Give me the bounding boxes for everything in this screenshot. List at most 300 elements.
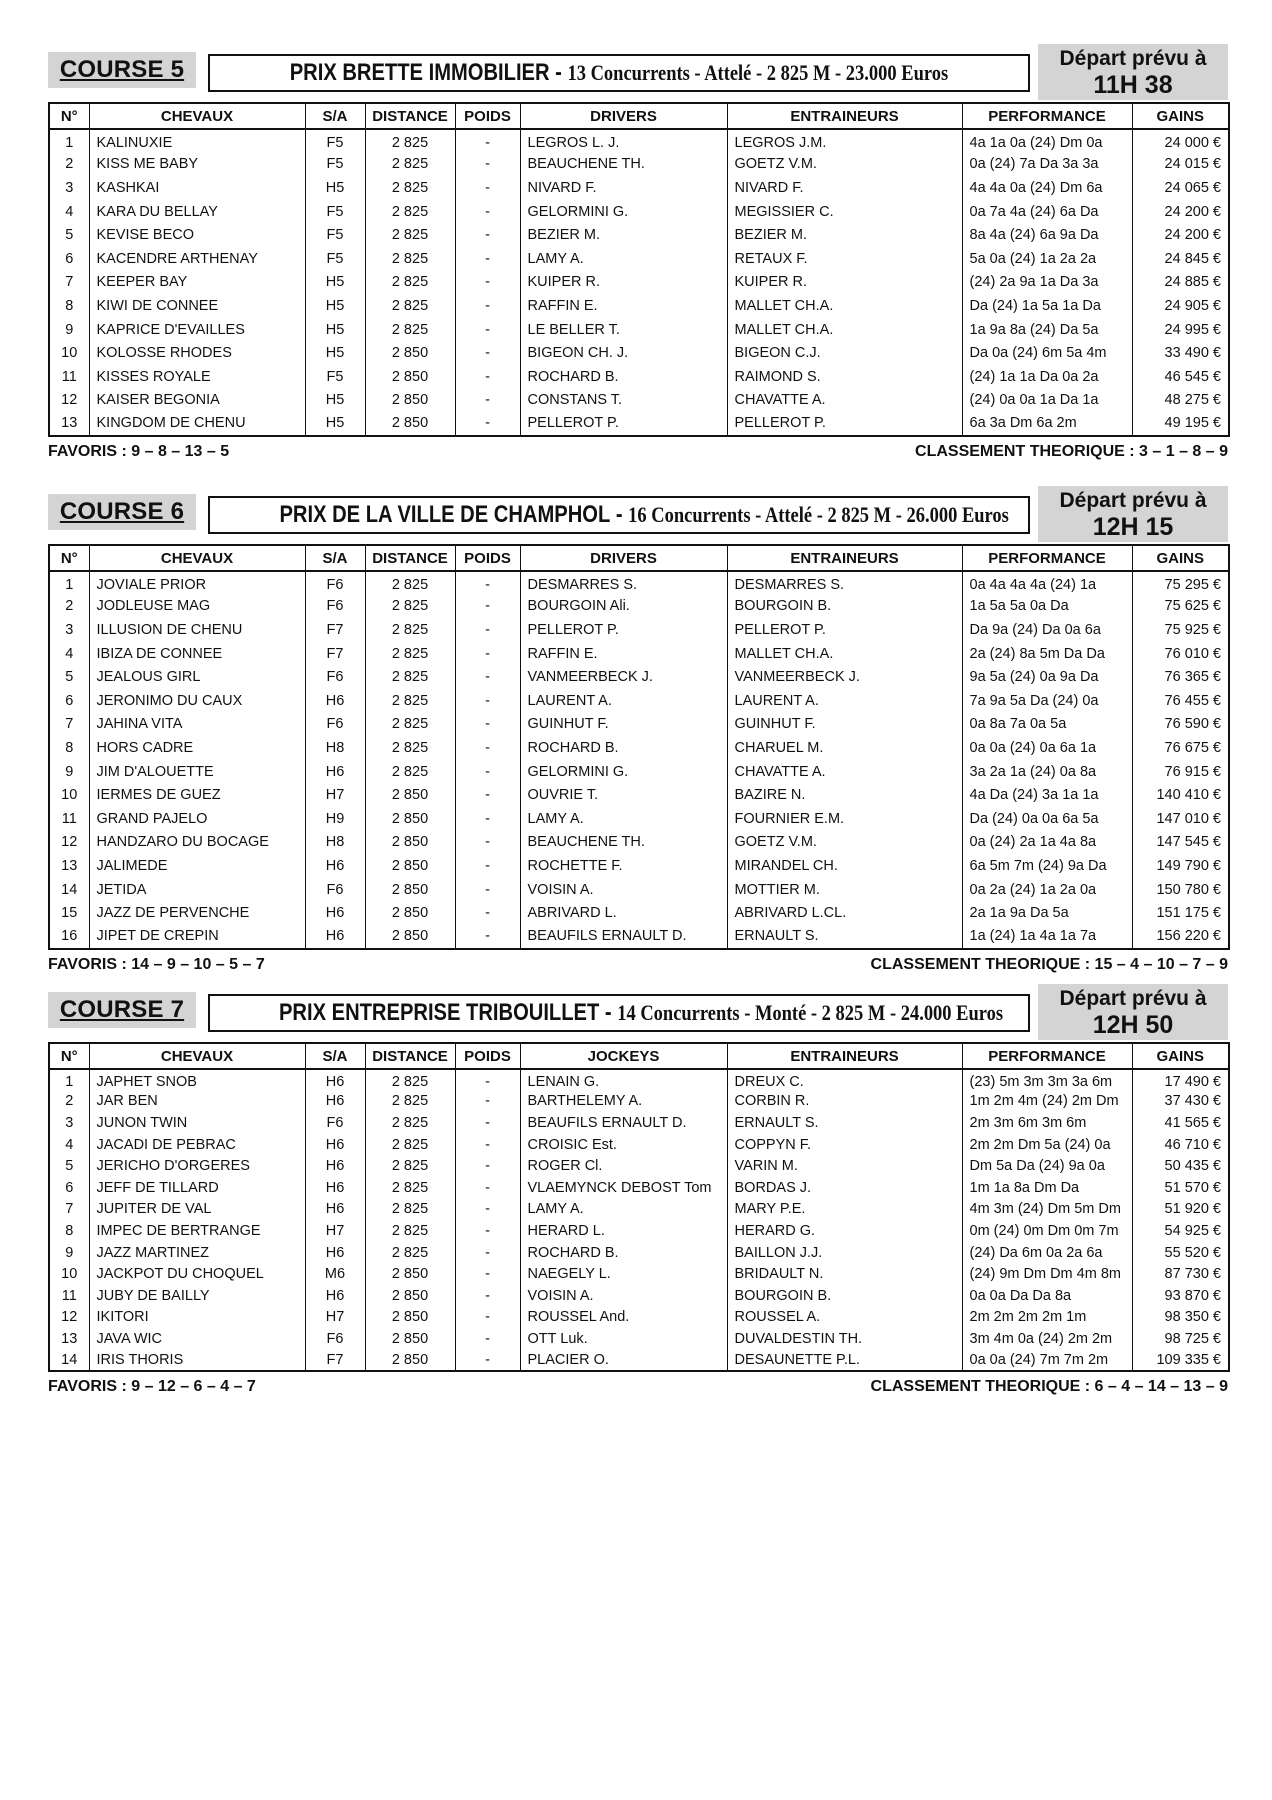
col-number-cell: 16	[49, 925, 89, 949]
depart-time: 11H 38	[1093, 71, 1173, 99]
col-weight-cell: -	[455, 129, 520, 153]
col-number-cell: 15	[49, 901, 89, 925]
col-driver-cell: BOURGOIN Ali.	[520, 595, 727, 619]
table-row	[49, 271, 1229, 295]
header-col-sex-age: S/A	[305, 1043, 365, 1069]
col-trainer-cell: LAURENT A.	[727, 689, 962, 713]
col-gains-cell: 37 430 €	[1132, 1091, 1229, 1113]
col-sex-age-cell: F5	[305, 129, 365, 153]
col-number-cell: 4	[49, 200, 89, 224]
col-weight-cell: -	[455, 223, 520, 247]
col-performance-cell: 2m 3m 6m 3m 6m	[962, 1112, 1132, 1134]
col-performance-cell: 1a 9a 8a (24) Da 5a	[962, 318, 1132, 342]
favoris-text: FAVORIS : 14 – 9 – 10 – 5 – 7	[48, 955, 265, 973]
header-col-performance: PERFORMANCE	[962, 103, 1132, 129]
col-trainer-cell: RETAUX F.	[727, 247, 962, 271]
col-driver-cell: NIVARD F.	[520, 176, 727, 200]
col-distance-cell: 2 850	[365, 1285, 455, 1307]
table-row	[49, 247, 1229, 271]
col-driver-cell: BIGEON CH. J.	[520, 341, 727, 365]
col-weight-cell: -	[455, 389, 520, 413]
col-performance-cell: 1m 2m 4m (24) 2m Dm	[962, 1091, 1132, 1113]
col-distance-cell: 2 850	[365, 389, 455, 413]
col-gains-cell: 24 065 €	[1132, 176, 1229, 200]
col-distance-cell: 2 825	[365, 271, 455, 295]
col-sex-age-cell: H6	[305, 925, 365, 949]
col-trainer-cell: LEGROS J.M.	[727, 129, 962, 153]
col-sex-age-cell: F5	[305, 365, 365, 389]
col-trainer-cell: GOETZ V.M.	[727, 153, 962, 177]
col-gains-cell: 24 885 €	[1132, 271, 1229, 295]
col-number-cell: 8	[49, 294, 89, 318]
table-row	[49, 831, 1229, 855]
col-horse-cell: KACENDRE ARTHENAY	[89, 247, 305, 271]
table-row	[49, 223, 1229, 247]
col-gains-cell: 76 675 €	[1132, 736, 1229, 760]
course-label: COURSE 6	[48, 494, 196, 530]
col-horse-cell: KIWI DE CONNEE	[89, 294, 305, 318]
col-horse-cell: JAZZ MARTINEZ	[89, 1242, 305, 1264]
prize-title-box: PRIX BRETTE IMMOBILIER - 13 Concurrents - Attelé - 2 825 M - 23.000 Euros	[208, 54, 1030, 92]
col-trainer-cell: ERNAULT S.	[727, 925, 962, 949]
col-distance-cell: 2 850	[365, 878, 455, 902]
col-number-cell: 14	[49, 878, 89, 902]
col-trainer-cell: DUVALDESTIN TH.	[727, 1328, 962, 1350]
col-gains-cell: 33 490 €	[1132, 341, 1229, 365]
col-horse-cell: HORS CADRE	[89, 736, 305, 760]
col-number-cell: 7	[49, 713, 89, 737]
col-performance-cell: 4a 1a 0a (24) Dm 0a	[962, 129, 1132, 153]
col-sex-age-cell: F6	[305, 1328, 365, 1350]
col-horse-cell: KEVISE BECO	[89, 223, 305, 247]
col-driver-cell: ROGER Cl.	[520, 1155, 727, 1177]
header-col-number: N°	[49, 103, 89, 129]
classement-theorique-text: CLASSEMENT THEORIQUE : 6 – 4 – 14 – 13 – 9	[870, 1378, 1228, 1396]
col-sex-age-cell: H6	[305, 1177, 365, 1199]
depart-label: Départ prévu à	[1059, 489, 1207, 512]
table-row	[49, 1350, 1229, 1372]
table-row	[49, 294, 1229, 318]
table-row	[49, 1112, 1229, 1134]
table-row	[49, 1091, 1229, 1113]
col-trainer-cell: ERNAULT S.	[727, 1112, 962, 1134]
col-gains-cell: 17 490 €	[1132, 1069, 1229, 1091]
col-trainer-cell: NIVARD F.	[727, 176, 962, 200]
prize-name: PRIX BRETTE IMMOBILIER	[289, 59, 550, 86]
col-driver-cell: CROISIC Est.	[520, 1134, 727, 1156]
col-number-cell: 4	[49, 1134, 89, 1156]
col-sex-age-cell: F6	[305, 878, 365, 902]
col-horse-cell: JOVIALE PRIOR	[89, 571, 305, 595]
col-sex-age-cell: H5	[305, 318, 365, 342]
col-number-cell: 5	[49, 665, 89, 689]
col-weight-cell: -	[455, 736, 520, 760]
col-gains-cell: 75 625 €	[1132, 595, 1229, 619]
col-horse-cell: IKITORI	[89, 1307, 305, 1329]
table-row	[49, 153, 1229, 177]
col-weight-cell: -	[455, 1112, 520, 1134]
col-weight-cell: -	[455, 294, 520, 318]
col-trainer-cell: GOETZ V.M.	[727, 831, 962, 855]
col-driver-cell: HERARD L.	[520, 1220, 727, 1242]
col-driver-cell: LENAIN G.	[520, 1069, 727, 1091]
col-trainer-cell: KUIPER R.	[727, 271, 962, 295]
col-performance-cell: 1a 5a 5a 0a Da	[962, 595, 1132, 619]
table-row	[49, 736, 1229, 760]
col-driver-cell: OTT Luk.	[520, 1328, 727, 1350]
col-trainer-cell: ROUSSEL A.	[727, 1307, 962, 1329]
col-sex-age-cell: F6	[305, 665, 365, 689]
col-driver-cell: GUINHUT F.	[520, 713, 727, 737]
col-performance-cell: 4a 4a 0a (24) Dm 6a	[962, 176, 1132, 200]
col-gains-cell: 24 015 €	[1132, 153, 1229, 177]
col-number-cell: 4	[49, 642, 89, 666]
col-trainer-cell: DESMARRES S.	[727, 571, 962, 595]
col-weight-cell: -	[455, 1091, 520, 1113]
table-row	[49, 1220, 1229, 1242]
col-weight-cell: -	[455, 807, 520, 831]
runners-table	[48, 102, 1230, 437]
col-weight-cell: -	[455, 571, 520, 595]
col-driver-cell: ROCHARD B.	[520, 736, 727, 760]
depart-time: 12H 15	[1092, 513, 1174, 541]
col-number-cell: 9	[49, 318, 89, 342]
col-weight-cell: -	[455, 1069, 520, 1091]
col-number-cell: 6	[49, 689, 89, 713]
header-col-driver: DRIVERS	[520, 103, 727, 129]
col-trainer-cell: PELLEROT P.	[727, 618, 962, 642]
col-performance-cell: 0a 2a (24) 1a 2a 0a	[962, 878, 1132, 902]
col-performance-cell: 0a 4a 4a 4a (24) 1a	[962, 571, 1132, 595]
col-distance-cell: 2 825	[365, 1242, 455, 1264]
col-distance-cell: 2 825	[365, 318, 455, 342]
col-trainer-cell: VANMEERBECK J.	[727, 665, 962, 689]
col-trainer-cell: DESAUNETTE P.L.	[727, 1350, 962, 1372]
col-horse-cell: IBIZA DE CONNEE	[89, 642, 305, 666]
col-gains-cell: 147 010 €	[1132, 807, 1229, 831]
depart-label: Départ prévu à	[1059, 987, 1207, 1010]
col-number-cell: 6	[49, 247, 89, 271]
col-number-cell: 10	[49, 1263, 89, 1285]
table-row	[49, 1328, 1229, 1350]
col-performance-cell: 1a (24) 1a 4a 1a 7a	[962, 925, 1132, 949]
prize-name: PRIX ENTREPRISE TRIBOUILLET	[278, 999, 600, 1026]
race-section	[48, 44, 1228, 467]
col-trainer-cell: DREUX C.	[727, 1069, 962, 1091]
col-gains-cell: 156 220 €	[1132, 925, 1229, 949]
prize-details: 13 Concurrents - Attelé - 2 825 M - 23.000 Euros	[567, 60, 949, 85]
col-distance-cell: 2 850	[365, 1307, 455, 1329]
race-section	[48, 486, 1228, 980]
col-driver-cell: BEZIER M.	[520, 223, 727, 247]
col-horse-cell: JIPET DE CREPIN	[89, 925, 305, 949]
col-driver-cell: GELORMINI G.	[520, 200, 727, 224]
favoris-text: FAVORIS : 9 – 8 – 13 – 5	[48, 442, 230, 460]
col-number-cell: 3	[49, 1112, 89, 1134]
col-performance-cell: 0a (24) 7a Da 3a 3a	[962, 153, 1132, 177]
col-driver-cell: LAMY A.	[520, 1199, 727, 1221]
col-distance-cell: 2 825	[365, 1199, 455, 1221]
col-performance-cell: 6a 3a Dm 6a 2m	[962, 412, 1132, 436]
col-horse-cell: KISSES ROYALE	[89, 365, 305, 389]
col-weight-cell: -	[455, 595, 520, 619]
prize-title-box: PRIX ENTREPRISE TRIBOUILLET - 14 Concurrents - Monté - 2 825 M - 24.000 Euros	[208, 994, 1030, 1032]
col-horse-cell: JUBY DE BAILLY	[89, 1285, 305, 1307]
col-distance-cell: 2 825	[365, 736, 455, 760]
course-label: COURSE 7	[48, 992, 196, 1028]
col-driver-cell: BEAUFILS ERNAULT D.	[520, 1112, 727, 1134]
col-number-cell: 13	[49, 412, 89, 436]
col-distance-cell: 2 825	[365, 642, 455, 666]
col-number-cell: 1	[49, 571, 89, 595]
col-performance-cell: (23) 5m 3m 3m 3a 6m	[962, 1069, 1132, 1091]
col-sex-age-cell: H6	[305, 689, 365, 713]
col-trainer-cell: CHAVATTE A.	[727, 760, 962, 784]
col-sex-age-cell: H5	[305, 294, 365, 318]
col-trainer-cell: BOURGOIN B.	[727, 1285, 962, 1307]
col-weight-cell: -	[455, 1307, 520, 1329]
col-number-cell: 7	[49, 1199, 89, 1221]
col-number-cell: 11	[49, 365, 89, 389]
header-col-sex-age: S/A	[305, 103, 365, 129]
col-trainer-cell: MALLET CH.A.	[727, 318, 962, 342]
col-weight-cell: -	[455, 1220, 520, 1242]
col-sex-age-cell: H6	[305, 1134, 365, 1156]
col-driver-cell: PELLEROT P.	[520, 412, 727, 436]
table-row	[49, 595, 1229, 619]
col-horse-cell: JAR BEN	[89, 1091, 305, 1113]
col-gains-cell: 46 545 €	[1132, 365, 1229, 389]
col-gains-cell: 98 725 €	[1132, 1328, 1229, 1350]
col-trainer-cell: BORDAS J.	[727, 1177, 962, 1199]
col-horse-cell: KINGDOM DE CHENU	[89, 412, 305, 436]
race-header	[48, 44, 1228, 102]
col-performance-cell: 1m 1a 8a Dm Da	[962, 1177, 1132, 1199]
col-sex-age-cell: H7	[305, 1220, 365, 1242]
col-driver-cell: LE BELLER T.	[520, 318, 727, 342]
runners-table	[48, 1042, 1230, 1372]
table-row	[49, 713, 1229, 737]
col-gains-cell: 24 995 €	[1132, 318, 1229, 342]
col-sex-age-cell: F5	[305, 247, 365, 271]
col-driver-cell: VOISIN A.	[520, 1285, 727, 1307]
col-weight-cell: -	[455, 318, 520, 342]
col-performance-cell: 7a 9a 5a Da (24) 0a	[962, 689, 1132, 713]
col-trainer-cell: VARIN M.	[727, 1155, 962, 1177]
col-gains-cell: 24 200 €	[1132, 200, 1229, 224]
col-trainer-cell: PELLEROT P.	[727, 412, 962, 436]
depart-box	[1038, 984, 1228, 1040]
col-weight-cell: -	[455, 1242, 520, 1264]
col-horse-cell: JALIMEDE	[89, 854, 305, 878]
col-gains-cell: 76 590 €	[1132, 713, 1229, 737]
table-row	[49, 318, 1229, 342]
col-trainer-cell: BAZIRE N.	[727, 783, 962, 807]
col-number-cell: 13	[49, 854, 89, 878]
col-driver-cell: ROCHARD B.	[520, 1242, 727, 1264]
col-gains-cell: 76 915 €	[1132, 760, 1229, 784]
col-sex-age-cell: H6	[305, 1199, 365, 1221]
table-header-row	[49, 103, 1229, 129]
col-weight-cell: -	[455, 247, 520, 271]
col-performance-cell: (24) 0a 0a 1a Da 1a	[962, 389, 1132, 413]
col-gains-cell: 76 365 €	[1132, 665, 1229, 689]
col-distance-cell: 2 825	[365, 1220, 455, 1242]
runners-table	[48, 544, 1230, 950]
col-horse-cell: JIM D'ALOUETTE	[89, 760, 305, 784]
col-performance-cell: 0m (24) 0m Dm 0m 7m	[962, 1220, 1132, 1242]
col-horse-cell: KAPRICE D'EVAILLES	[89, 318, 305, 342]
header-col-performance: PERFORMANCE	[962, 1043, 1132, 1069]
col-distance-cell: 2 825	[365, 760, 455, 784]
col-trainer-cell: COPPYN F.	[727, 1134, 962, 1156]
col-weight-cell: -	[455, 760, 520, 784]
col-distance-cell: 2 850	[365, 854, 455, 878]
col-performance-cell: 9a 5a (24) 0a 9a Da	[962, 665, 1132, 689]
col-horse-cell: GRAND PAJELO	[89, 807, 305, 831]
table-row	[49, 1177, 1229, 1199]
table-row	[49, 1199, 1229, 1221]
col-distance-cell: 2 850	[365, 1350, 455, 1372]
col-sex-age-cell: F5	[305, 223, 365, 247]
col-weight-cell: -	[455, 341, 520, 365]
col-sex-age-cell: H5	[305, 389, 365, 413]
table-row	[49, 878, 1229, 902]
col-weight-cell: -	[455, 176, 520, 200]
col-gains-cell: 54 925 €	[1132, 1220, 1229, 1242]
col-number-cell: 10	[49, 783, 89, 807]
table-body	[49, 129, 1229, 436]
header-col-trainer: ENTRAINEURS	[727, 1043, 962, 1069]
col-number-cell: 8	[49, 736, 89, 760]
table-row	[49, 129, 1229, 153]
col-performance-cell: Dm 5a Da (24) 9a 0a	[962, 1155, 1132, 1177]
col-distance-cell: 2 825	[365, 200, 455, 224]
col-weight-cell: -	[455, 1285, 520, 1307]
race-header	[48, 984, 1228, 1042]
col-sex-age-cell: H8	[305, 736, 365, 760]
col-distance-cell: 2 825	[365, 1112, 455, 1134]
col-weight-cell: -	[455, 878, 520, 902]
table-row	[49, 176, 1229, 200]
header-col-number: N°	[49, 545, 89, 571]
table-row	[49, 365, 1229, 389]
col-weight-cell: -	[455, 642, 520, 666]
col-number-cell: 5	[49, 223, 89, 247]
col-weight-cell: -	[455, 665, 520, 689]
col-performance-cell: 0a 0a (24) 7m 7m 2m	[962, 1350, 1132, 1372]
col-horse-cell: IMPEC DE BERTRANGE	[89, 1220, 305, 1242]
col-distance-cell: 2 850	[365, 1263, 455, 1285]
col-sex-age-cell: H5	[305, 341, 365, 365]
col-horse-cell: KASHKAI	[89, 176, 305, 200]
col-number-cell: 6	[49, 1177, 89, 1199]
col-weight-cell: -	[455, 901, 520, 925]
col-horse-cell: KALINUXIE	[89, 129, 305, 153]
col-driver-cell: BEAUCHENE TH.	[520, 153, 727, 177]
col-number-cell: 2	[49, 595, 89, 619]
col-performance-cell: 4m 3m (24) Dm 5m Dm	[962, 1199, 1132, 1221]
favoris-text: FAVORIS : 9 – 12 – 6 – 4 – 7	[48, 1378, 256, 1396]
table-row	[49, 1134, 1229, 1156]
col-trainer-cell: MIRANDEL CH.	[727, 854, 962, 878]
prize-details: 16 Concurrents - Attelé - 2 825 M - 26.000 Euros	[628, 502, 1009, 527]
col-performance-cell: 8a 4a (24) 6a 9a Da	[962, 223, 1132, 247]
col-driver-cell: RAFFIN E.	[520, 642, 727, 666]
col-horse-cell: JERONIMO DU CAUX	[89, 689, 305, 713]
col-weight-cell: -	[455, 1155, 520, 1177]
table-body	[49, 1069, 1229, 1371]
table-row	[49, 1285, 1229, 1307]
col-trainer-cell: MALLET CH.A.	[727, 294, 962, 318]
col-distance-cell: 2 825	[365, 294, 455, 318]
col-driver-cell: KUIPER R.	[520, 271, 727, 295]
table-row	[49, 618, 1229, 642]
col-weight-cell: -	[455, 412, 520, 436]
col-driver-cell: LEGROS L. J.	[520, 129, 727, 153]
col-distance-cell: 2 825	[365, 1155, 455, 1177]
col-horse-cell: JODLEUSE MAG	[89, 595, 305, 619]
col-trainer-cell: BRIDAULT N.	[727, 1263, 962, 1285]
col-gains-cell: 46 710 €	[1132, 1134, 1229, 1156]
col-sex-age-cell: H5	[305, 412, 365, 436]
col-horse-cell: ILLUSION DE CHENU	[89, 618, 305, 642]
table-row	[49, 1263, 1229, 1285]
race-section	[48, 984, 1228, 1402]
col-sex-age-cell: H6	[305, 760, 365, 784]
col-distance-cell: 2 825	[365, 1134, 455, 1156]
race-footer	[48, 1372, 1228, 1402]
col-horse-cell: JEALOUS GIRL	[89, 665, 305, 689]
col-distance-cell: 2 850	[365, 831, 455, 855]
col-performance-cell: 4a Da (24) 3a 1a 1a	[962, 783, 1132, 807]
col-driver-cell: CONSTANS T.	[520, 389, 727, 413]
header-col-driver: DRIVERS	[520, 545, 727, 571]
col-performance-cell: 2m 2m Dm 5a (24) 0a	[962, 1134, 1132, 1156]
col-sex-age-cell: H6	[305, 1091, 365, 1113]
header-col-distance: DISTANCE	[365, 103, 455, 129]
col-horse-cell: JERICHO D'ORGERES	[89, 1155, 305, 1177]
col-sex-age-cell: F7	[305, 1350, 365, 1372]
header-col-weight: POIDS	[455, 545, 520, 571]
col-gains-cell: 51 920 €	[1132, 1199, 1229, 1221]
col-performance-cell: 3m 4m 0a (24) 2m 2m	[962, 1328, 1132, 1350]
col-performance-cell: 6a 5m 7m (24) 9a Da	[962, 854, 1132, 878]
table-header-row	[49, 1043, 1229, 1069]
col-distance-cell: 2 825	[365, 1069, 455, 1091]
col-driver-cell: PELLEROT P.	[520, 618, 727, 642]
header-col-distance: DISTANCE	[365, 545, 455, 571]
table-row	[49, 925, 1229, 949]
table-row	[49, 807, 1229, 831]
col-distance-cell: 2 825	[365, 618, 455, 642]
col-weight-cell: -	[455, 153, 520, 177]
col-distance-cell: 2 825	[365, 176, 455, 200]
col-weight-cell: -	[455, 271, 520, 295]
col-gains-cell: 51 570 €	[1132, 1177, 1229, 1199]
col-sex-age-cell: F6	[305, 1112, 365, 1134]
header-col-trainer: ENTRAINEURS	[727, 545, 962, 571]
col-gains-cell: 93 870 €	[1132, 1285, 1229, 1307]
col-sex-age-cell: H9	[305, 807, 365, 831]
col-distance-cell: 2 825	[365, 713, 455, 737]
col-horse-cell: HANDZARO DU BOCAGE	[89, 831, 305, 855]
col-gains-cell: 149 790 €	[1132, 854, 1229, 878]
col-gains-cell: 109 335 €	[1132, 1350, 1229, 1372]
table-row	[49, 1069, 1229, 1091]
col-sex-age-cell: F7	[305, 618, 365, 642]
col-distance-cell: 2 825	[365, 1091, 455, 1113]
